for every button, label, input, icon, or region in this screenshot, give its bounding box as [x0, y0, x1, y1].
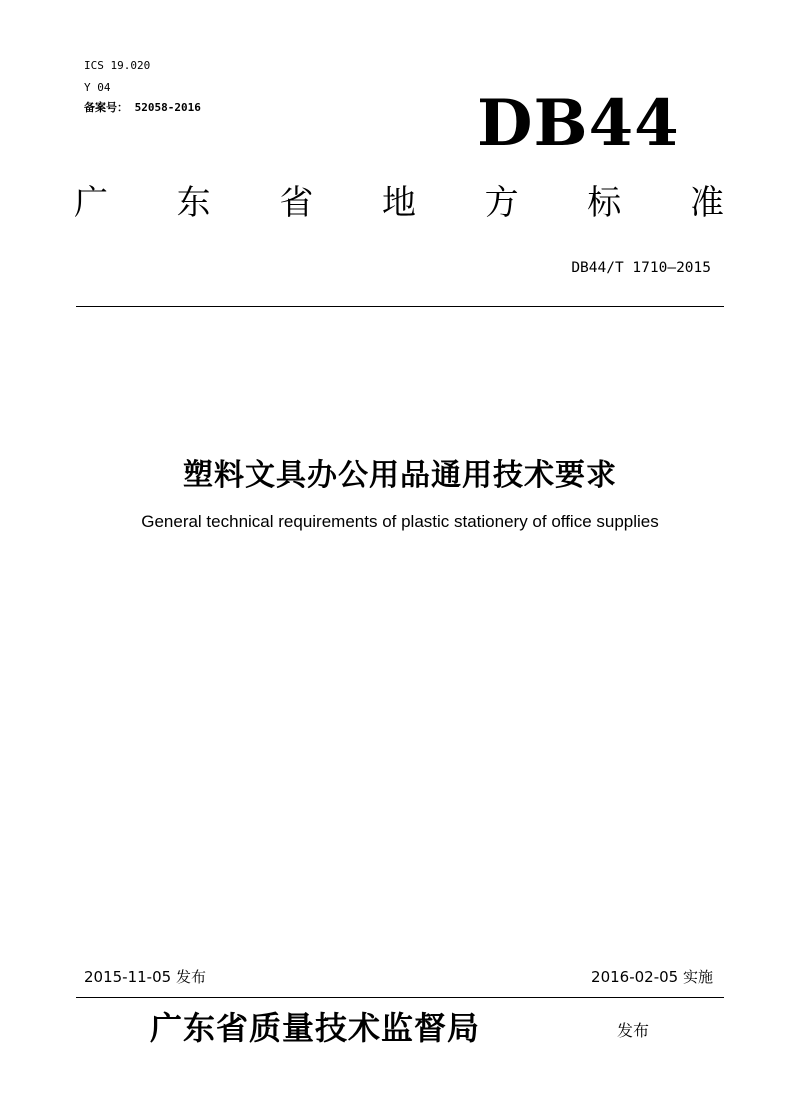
issue-date: 2015-11-05 发布	[84, 968, 206, 986]
standard-type-char: 地	[381, 183, 416, 223]
standard-type-char: 广	[74, 183, 108, 223]
issuing-authority-suffix: 发布	[617, 1021, 650, 1040]
document-title-english: General technical requirements of plastic stationery of office supplies	[141, 512, 659, 531]
standard-type-char: 标	[587, 183, 622, 223]
standard-type-char: 方	[484, 183, 519, 223]
document-title-chinese: 塑料文具办公用品通用技术要求	[183, 458, 617, 493]
top-divider	[76, 306, 724, 307]
category-code: Y 04	[84, 81, 111, 94]
issuing-authority: 广东省质量技术监督局	[150, 1009, 481, 1047]
bottom-divider	[76, 997, 724, 998]
standard-type-char: 准	[689, 183, 724, 223]
record-number-label: 备案号：	[84, 101, 128, 114]
ics-code: ICS 19.020	[84, 59, 151, 72]
standard-number: DB44/T 1710—2015	[571, 260, 711, 276]
implementation-date: 2016-02-05 实施	[591, 968, 713, 986]
standard-type-heading	[74, 180, 724, 226]
standard-type-char: 东	[176, 183, 211, 223]
standard-code-logo: DB44	[477, 86, 680, 161]
record-number	[84, 101, 201, 115]
record-number-value: 52058-2016	[134, 101, 201, 114]
standard-type-char: 省	[279, 183, 314, 223]
